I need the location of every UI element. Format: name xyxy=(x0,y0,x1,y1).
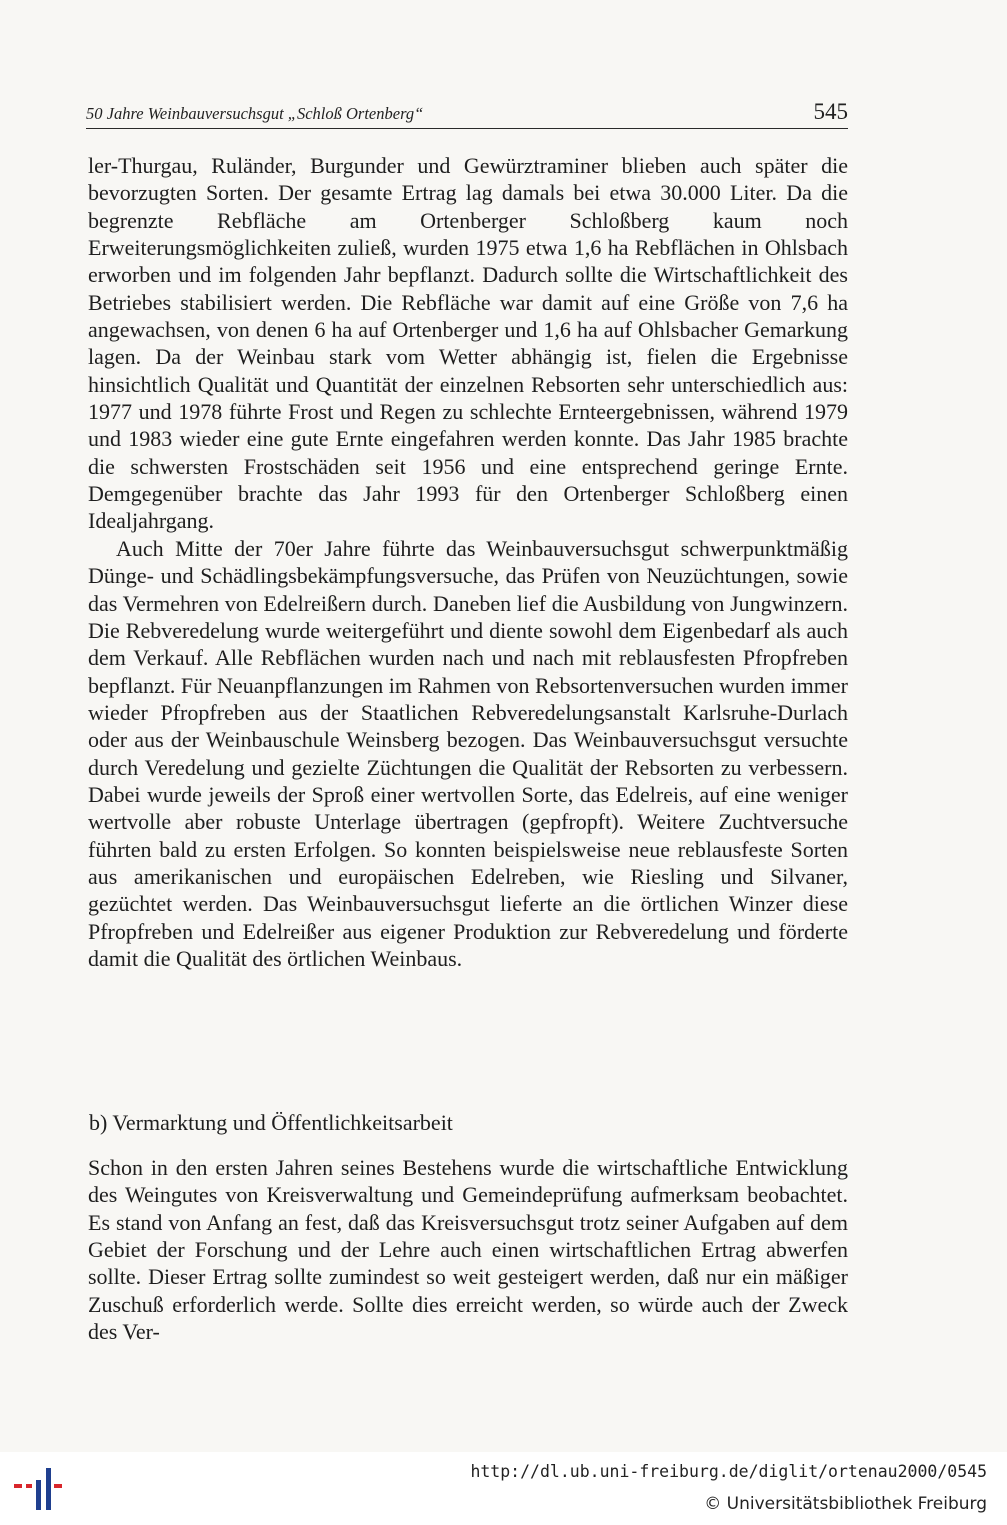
copyright-notice: © Universitätsbibliothek Freiburg xyxy=(704,1494,987,1514)
page-number: 545 xyxy=(813,99,848,124)
paragraph: Schon in den ersten Jahren seines Bestehens wurde die wirtschaftliche Entwicklung des Weingutes von Kreisverwaltung und Gemeindeprüfung aufmerksam beobachtet. Es stand von Anfang an fest, daß das Kreisversuchsgut trotz seiner Aufgaben auf dem Gebiet der Forschung und der Lehre auch einen wirtschaftlichen Ertrag abwerfen sollte. Dieser Ertrag sollte zumindest so weit gesteigert werden, daß nur ein mäßiger Zuschuß erforderlich werde. Sollte dies erreicht werden, so würde auch der Zweck des Ver- xyxy=(88,1155,848,1345)
paragraph: ler-Thurgau, Ruländer, Burgunder und Gewürztraminer blieben auch später die bevorzugten Sorten. Der gesamte Ertrag lag damals bei etwa 30.000 Liter. Da die begrenzte Rebfläche am Ortenberger Schloßberg kaum noch Erweiterungsmöglichkeiten zuließ, wurden 1975 etwa 1,6 ha Rebflächen in Ohlsbach erworben und im folgenden Jahr bepflanzt. Dadurch sollte die Wirtschaftlichkeit des Betriebes stabilisiert werden. Die Rebfläche war damit auf eine Größe von 7,6 ha angewachsen, von denen 6 ha auf Ortenberger und 1,6 ha auf Ohlsbacher Gemarkung lagen. Da der Weinbau stark vom Wetter abhängig ist, fielen die Ergebnisse hinsichtlich Qualität und Quantität der einzelnen Rebsorten sehr unterschiedlich aus: 1977 und 1978 führte Frost und Regen zu schlechte Ernteergebnissen, während 1979 und 1983 wieder eine gute Ernte eingefahren werden konnte. Das Jahr 1985 brachte die schwersten Frostschäden seit 1956 und eine entsprechend geringe Ernte. Demgegenüber brachte das Jahr 1993 für den Ortenberger Schloßberg einen Idealjahrgang. xyxy=(88,153,848,534)
body-text-block xyxy=(88,1154,848,1345)
footer-bar xyxy=(0,1452,1007,1525)
section-heading: b) Vermarktung und Öffentlichkeitsarbeit xyxy=(89,1110,453,1135)
running-title: 50 Jahre Weinbauversuchsgut „Schloß Ortenberg“ xyxy=(86,104,424,123)
running-header xyxy=(86,94,848,129)
permalink-url[interactable]: http://dl.ub.uni-freiburg.de/diglit/ortenau2000/0545 xyxy=(470,1462,987,1481)
paragraph: Auch Mitte der 70er Jahre führte das Weinbauversuchsgut schwerpunktmäßig Dünge- und Schädlingsbekämpfungsversuche, das Prüfen von Neuzüchtungen, sowie das Vermehren von Edelreißern durch. Daneben lief die Ausbildung von Jungwinzern. Die Rebveredelung wurde weitergeführt und diente sowohl dem Eigenbedarf als auch dem Verkauf. Alle Rebflächen wurden nach und nach mit reblausfesten Pfropfreben bepflanzt. Für Neuanpflanzungen im Rahmen von Rebsortenversuchen wurden immer wieder Pfropfreben aus der Staatlichen Rebveredelungsanstalt Karlsruhe-Durlach oder aus der Weinbauschule Weinsberg bezogen. Das Weinbauversuchsgut versuchte durch Veredelung und gezielte Züchtungen die Qualität der Rebsorten zu verbessern. Dabei wurde jeweils der Sproß einer wertvollen Sorte, das Edelreis, auf eine weniger wertvolle aber robuste Unterlage übertragen (gepfropft). Weitere Zuchtversuche führten bald zu ersten Erfolgen. So konnten beispielsweise neue reblausfeste Sorten aus amerikanischen und europäischen Edelreben, wie Riesling und Silvaner, gezüchtet werden. Das Weinbauversuchsgut lieferte an die örtlichen Winzer diese Pfropfreben und Edelreißer aus eigener Produktion zur Rebveredelung und förderte damit die Qualität des örtlichen Weinbaus. xyxy=(88,535,848,971)
library-logo-icon xyxy=(12,1462,64,1514)
body-text-block xyxy=(88,152,848,972)
